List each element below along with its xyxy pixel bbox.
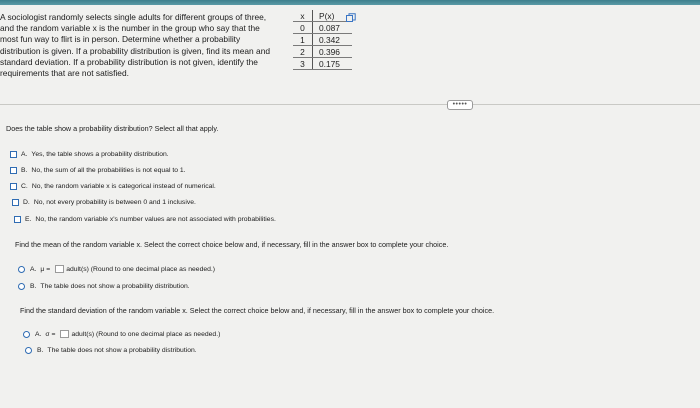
option-q3-a[interactable] — [23, 330, 220, 338]
option-label: adult(s) (Round to one decimal place as needed.) — [71, 330, 221, 338]
radio-button[interactable] — [23, 331, 30, 338]
radio-button[interactable] — [25, 347, 32, 354]
checkbox[interactable] — [10, 167, 17, 174]
table-row — [293, 46, 352, 58]
copy-icon[interactable] — [346, 13, 356, 23]
radio-button[interactable] — [18, 283, 25, 290]
option-label: The table does not show a probability distribution. — [47, 347, 197, 354]
radio-button[interactable] — [18, 266, 25, 273]
top-bar — [0, 0, 700, 5]
checkbox[interactable] — [10, 183, 17, 190]
problem-line: A sociologist randomly selects single adults for different groups of three, — [0, 12, 267, 22]
option-label: The table does not show a probability distribution. — [40, 283, 190, 290]
table-row — [293, 58, 352, 70]
column-header-px: P(x) — [313, 10, 353, 22]
problem-statement — [0, 12, 285, 79]
problem-line: distribution is given. If a probability distribution is given, find its mean and — [0, 45, 271, 56]
table-cell: 0 — [293, 22, 313, 34]
column-header-x: x — [293, 10, 313, 22]
option-q1-d[interactable] — [12, 199, 196, 206]
more-options-button[interactable]: ••••• — [447, 100, 473, 110]
option-q1-b[interactable] — [10, 167, 186, 174]
question-1-text: Does the table show a probability distribution? Select all that apply. — [6, 124, 219, 133]
mean-answer-input[interactable] — [55, 265, 64, 273]
option-letter: B. — [30, 283, 37, 290]
table-cell: 0.396 — [313, 46, 353, 58]
option-label: No, the sum of all the probabilities is not equal to 1. — [31, 167, 186, 174]
option-letter: B. — [21, 167, 28, 174]
table-cell: 2 — [293, 46, 313, 58]
option-label: adult(s) (Round to one decimal place as needed.) — [66, 265, 216, 273]
option-letter: B. — [37, 347, 44, 354]
question-2-text: Find the mean of the random variable x. Select the correct choice below and, if necessary, fill in the answer box to complete your choice. — [15, 240, 449, 249]
option-letter: D. — [23, 199, 30, 206]
option-letter: C. — [21, 183, 28, 190]
option-letter: E. — [25, 216, 32, 223]
probability-table — [293, 10, 352, 70]
option-label: No, not every probability is between 0 and 1 inclusive. — [33, 199, 196, 206]
checkbox[interactable] — [12, 199, 19, 206]
table-cell: 0.342 — [313, 34, 353, 46]
std-dev-answer-input[interactable] — [60, 330, 69, 338]
option-q3-b[interactable] — [25, 347, 197, 354]
option-q1-e[interactable] — [14, 216, 276, 223]
option-q1-c[interactable] — [10, 183, 216, 190]
option-q1-a[interactable] — [10, 151, 169, 158]
problem-line: standard deviation. If a probability distribution is not given, identify the — [0, 56, 258, 67]
table-cell: 0.175 — [313, 58, 353, 70]
std-dev-symbol: σ = — [45, 330, 56, 338]
question-3-text: Find the standard deviation of the random variable x. Select the correct choice below and, if necessary, fill in the answer box to complete your choice. — [20, 306, 495, 315]
table-header-row — [293, 10, 352, 22]
table-cell: 0.087 — [313, 22, 353, 34]
option-q2-a[interactable] — [18, 265, 215, 273]
option-letter: A. — [21, 151, 28, 158]
problem-line: and the random variable x is the number in the group who say that the — [0, 23, 260, 34]
table-row — [293, 22, 352, 34]
option-label: No, the random variable x is categorical instead of numerical. — [31, 183, 216, 190]
mean-symbol: μ = — [40, 265, 51, 273]
option-q2-b[interactable] — [18, 283, 190, 290]
checkbox[interactable] — [14, 216, 21, 223]
option-letter: A. — [35, 330, 42, 338]
table-cell: 1 — [293, 34, 313, 46]
option-label: Yes, the table shows a probability distribution. — [31, 151, 169, 158]
checkbox[interactable] — [10, 151, 17, 158]
option-letter: A. — [30, 265, 37, 273]
table-row — [293, 34, 352, 46]
problem-line: most fun way to flirt is in person. Determine whether a probability — [0, 34, 241, 45]
problem-line: requirements that are not satisfied. — [0, 68, 129, 79]
option-label: No, the random variable x's number values are not associated with probabilities. — [35, 216, 276, 223]
section-divider — [0, 104, 700, 105]
table-cell: 3 — [293, 58, 313, 70]
